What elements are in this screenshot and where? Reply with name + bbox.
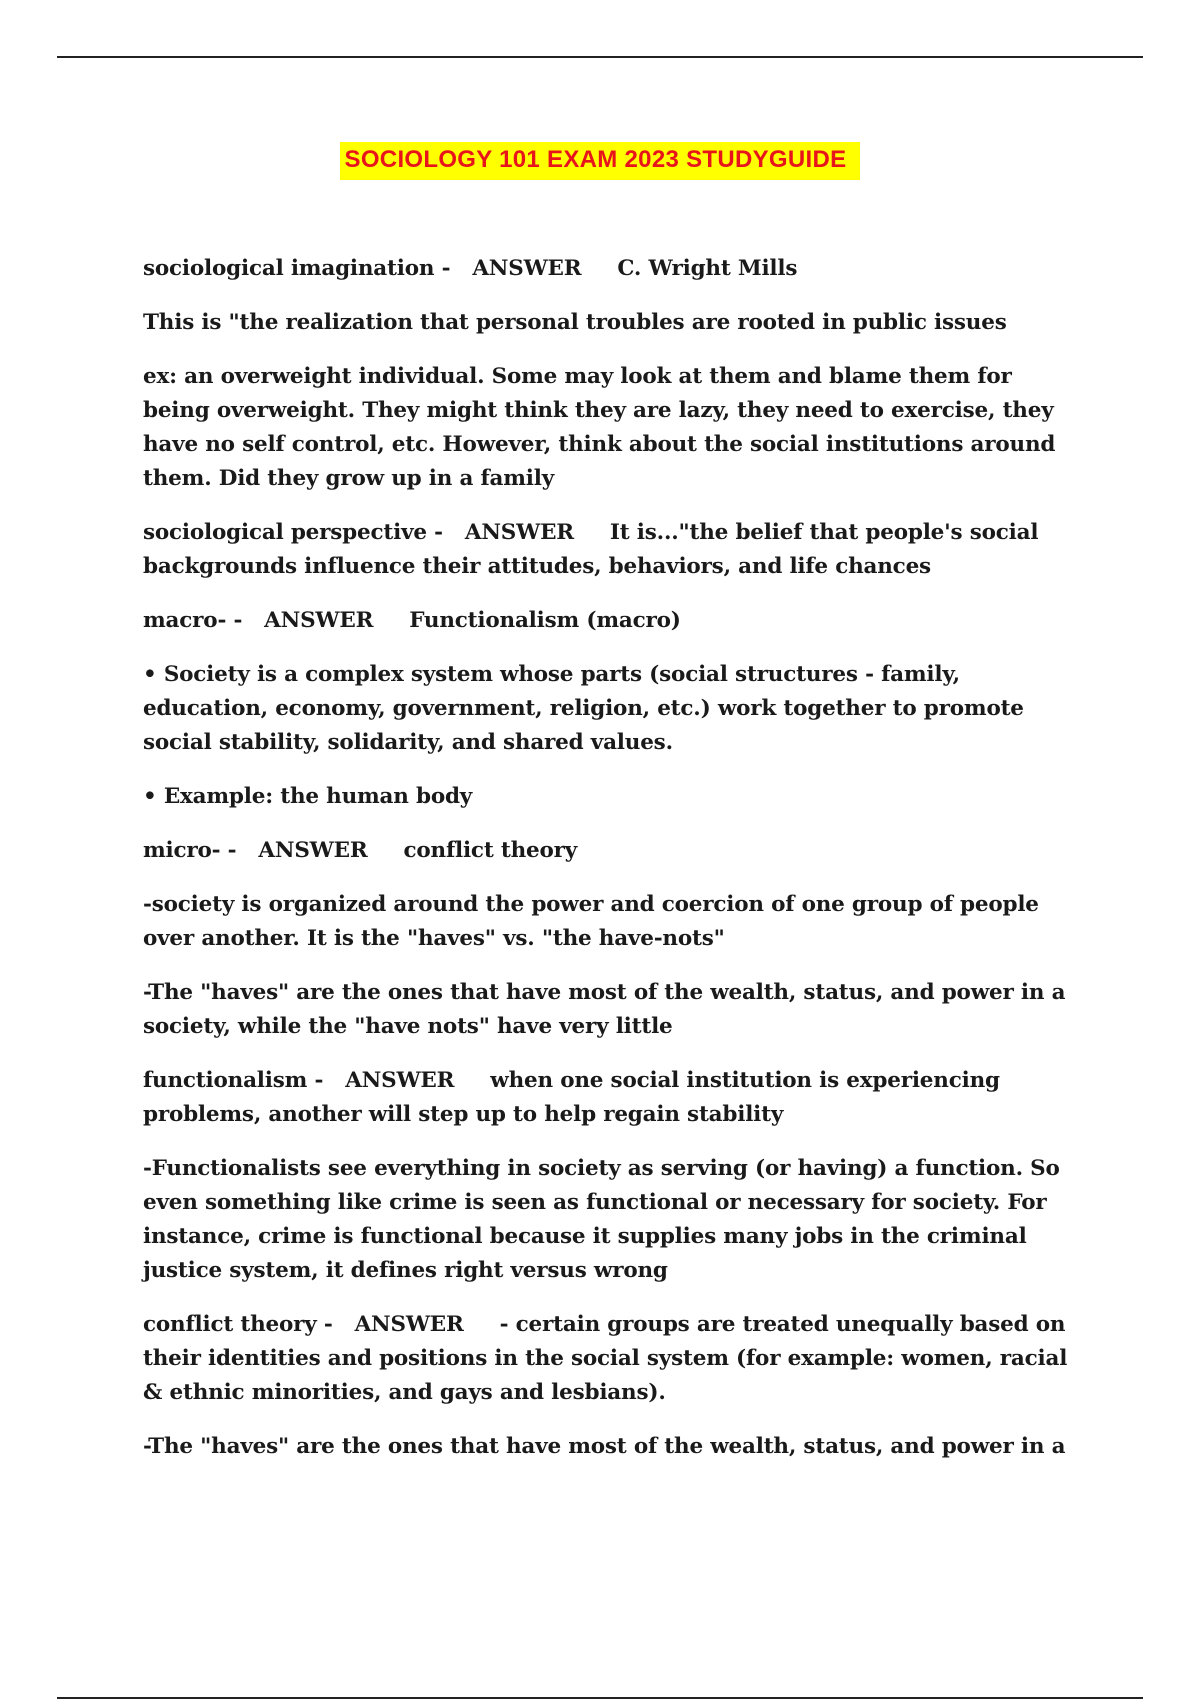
- note-paragraph: -society is organized around the power and coercion of one group of people over another. It is the "haves" vs. "the have-nots": [143, 892, 1039, 951]
- term: macro- -: [143, 608, 243, 633]
- note-paragraph: • Society is a complex system whose parts (social structures - family, education, economy, government, religion, etc.) work together to promote social stability, solidarity, and shared values.: [143, 662, 1024, 755]
- note-paragraph: ex: an overweight individual. Some may look at them and blame them for being overweight. They might think they are lazy, they need to exercise, they have no self control, etc. However, think about the social institutions around them. Did they grow up in a family: [143, 364, 1056, 491]
- qa-item: [143, 604, 1083, 638]
- qa-item: [143, 1308, 1083, 1410]
- note-paragraph: • Example: the human body: [143, 784, 473, 809]
- note-paragraph: This is "the realization that personal troubles are rooted in public issues: [143, 310, 1007, 335]
- term: micro- -: [143, 838, 237, 863]
- note-paragraph: -Functionalists see everything in society as serving (or having) a function. So even something like crime is seen as functional or necessary for society. For instance, crime is functional because it supplies many jobs in the criminal justice system, it defines right versus wrong: [143, 1156, 1060, 1283]
- note-paragraph: -The "haves" are the ones that have most of the wealth, status, and power in a: [143, 1434, 1066, 1459]
- qa-item: [143, 516, 1083, 584]
- qa-item: [143, 834, 1083, 868]
- answer: conflict theory: [403, 838, 578, 863]
- qa-item: [143, 252, 1083, 286]
- term: conflict theory -: [143, 1312, 333, 1337]
- answer: It is..."the belief that people's social backgrounds influence their attitudes, behaviors, and life chances: [143, 520, 1039, 579]
- answer: - certain groups are treated unequally based on their identities and positions in the social system (for example: women, racial & ethnic minorities, and gays and lesbians).: [143, 1312, 1068, 1405]
- answer: when one social institution is experiencing problems, another will step up to help regain stability: [143, 1068, 1000, 1127]
- answer: C. Wright Mills: [617, 256, 798, 281]
- answer-label: ANSWER: [472, 256, 582, 281]
- note-paragraph: -The "haves" are the ones that have most of the wealth, status, and power in a society, while the "have nots" have very little: [143, 980, 1066, 1039]
- term: functionalism -: [143, 1068, 324, 1093]
- document-body: [143, 252, 1083, 1484]
- answer: Functionalism (macro): [409, 608, 681, 633]
- top-rule: [57, 56, 1143, 58]
- qa-item: [143, 1064, 1083, 1132]
- document-title: SOCIOLOGY 101 EXAM 2023 STUDYGUIDE: [340, 142, 861, 180]
- answer-label: ANSWER: [464, 520, 574, 545]
- answer-label: ANSWER: [264, 608, 374, 633]
- title-block: [0, 142, 1200, 180]
- answer-label: ANSWER: [345, 1068, 455, 1093]
- answer-label: ANSWER: [258, 838, 368, 863]
- term: sociological imagination -: [143, 256, 451, 281]
- answer-label: ANSWER: [354, 1312, 464, 1337]
- term: sociological perspective -: [143, 520, 443, 545]
- bottom-rule: [57, 1697, 1143, 1699]
